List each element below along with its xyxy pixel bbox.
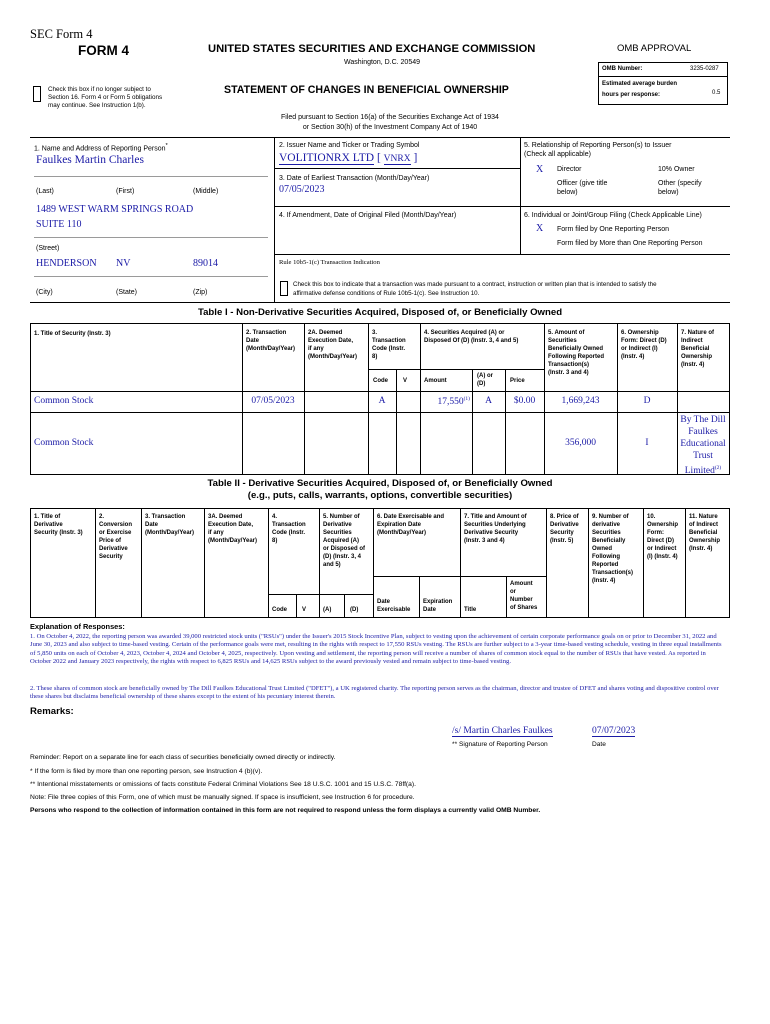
t1-col-code: 3. Transaction Code (Instr. 8) xyxy=(372,330,406,360)
first-label: (First) xyxy=(116,188,135,195)
street-address: 1489 WEST WARM SPRINGS ROAD SUITE 110 xyxy=(36,204,194,230)
explanation-note-1: 1. On October 4, 2022, the reporting person was awarded 39,000 restricted stock units ("RSUs") under the Issuer's 2015 Stock Incentive Plan, subject to vesting upon the achievement of certain corporate performance goals on or prior to December 31, 2022 and June 30, 2023 and also subject to time-based vesting. Certain of the performance goals were met, resulting in the rights with respect to 17,550 RSUs vesting. The RSUs are further subject to a 3-year time-based vesting schedule, vesting in three equal installments of 5,850 units on each of October 4, 2023, October 4, 2024 and October 4, 2025, respectively. Upon vesting and settlement, the reporting person will receive a number of shares of common stock equal to the number of RSUs that have vested. As reported in October 2022 and January 2023 respectively, the rights with respect to 6,825 RSUs and 14,625 RSUs subject to the award previously vested and remain subject to time-based vesting. xyxy=(30,633,722,666)
footer-line-4: Persons who respond to the collection of information contained in this form are not required to respond unless the form displays a currently valid OMB Number. xyxy=(30,807,541,814)
filing-label: 6. Individual or Joint/Group Filing (Check Applicable Line) xyxy=(524,212,702,219)
one-person-label: Form filed by One Reporting Person xyxy=(557,226,670,233)
table-row-1-amount: 17,550$^{(1)}$ xyxy=(437,396,470,408)
signature-date: 07/07/2023 xyxy=(592,726,636,736)
t1-col-acquired: 4. Securities Acquired (A) or Disposed Of (D) (Instr. 3, 4 and 5) xyxy=(424,330,519,344)
t1-sub-amount: Amount xyxy=(424,378,447,384)
table-row-2-owned: 356,000 xyxy=(565,438,596,448)
reporting-person-label: 1. Name and Address of Reporting Person* xyxy=(34,143,168,153)
explanation-heading: Explanation of Responses: xyxy=(30,622,125,631)
section16-checkbox[interactable] xyxy=(33,86,41,102)
issuer-name-line: VOLITIONRX LTD [ VNRX ] xyxy=(279,152,418,164)
last-label: (Last) xyxy=(36,188,54,195)
table-row-1-owned: 1,669,243 xyxy=(561,396,600,406)
table-row-1-form: D xyxy=(643,396,651,406)
filed-pursuant: Filed pursuant to Section 16(a) of the Securities Exchange Act of 1934 or Section 30(h) of the Investment Company Act of 1940 xyxy=(281,114,499,131)
zip-value: 89014 xyxy=(193,258,218,269)
t2-col-code: 4. Transaction Code (Instr. 8) xyxy=(272,514,306,544)
other-label: Other (specify below) xyxy=(658,180,702,196)
t2-sub-expiration: Expiration Date xyxy=(423,599,453,613)
table-row-2-form: I xyxy=(645,438,649,448)
rule-10b5-label: Rule 10b5-1(c) Transaction Indication xyxy=(279,259,380,266)
signature: /s/ Martin Charles Faulkes xyxy=(452,726,553,736)
amendment-label: 4. If Amendment, Date of Original Filed (Month/Day/Year) xyxy=(279,212,457,219)
one-person-mark[interactable]: X xyxy=(536,223,544,234)
city-label: (City) xyxy=(36,289,53,296)
t2-sub-title: Title xyxy=(464,607,477,613)
omb-title: OMB APPROVAL xyxy=(617,43,692,54)
t2-col-number: 5. Number of Derivative Securities Acquired (A) or Disposed of (D) (Instr. 3, 4 and 5) xyxy=(323,514,366,568)
section16-label: Check this box if no longer subject to Section 16. Form 4 or Form 5 obligations may continue. See Instruction 1(b). xyxy=(48,86,163,109)
omb-number-value: 3235-0287 xyxy=(690,66,719,72)
t2-col-deemed: 3A. Deemed Execution Date, if any (Month/Day/Year) xyxy=(208,514,258,544)
table-row-1-price: $0.00 xyxy=(513,396,536,406)
table-row-1-title: Common Stock xyxy=(34,396,94,406)
sec-form-label: SEC Form 4 xyxy=(30,27,93,41)
reporting-person-name: Faulkes Martin Charles xyxy=(36,154,144,166)
omb-burden-value: 0.5 xyxy=(712,90,721,96)
t2-sub-exercisable: Date Exercisable xyxy=(377,599,411,613)
footer-line-2: ** Intentional misstatements or omissions of facts constitute Federal Criminal Violations See 18 U.S.C. 1001 and 15 U.S.C. 78ff(a). xyxy=(30,781,416,788)
date-label: Date xyxy=(592,741,606,748)
commission-title: UNITED STATES SECURITIES AND EXCHANGE COMMISSION xyxy=(208,43,536,55)
remarks-heading: Remarks: xyxy=(30,706,74,717)
table-row-2-nature: By The Dill Faulkes Educational Trust Limited$^{(2)}$ xyxy=(680,415,726,477)
table-row-1-ad: A xyxy=(485,396,492,406)
omb-burden-label: Estimated average burden hours per response: xyxy=(602,81,678,98)
t2-col-date: 3. Transaction Date (Month/Day/Year) xyxy=(145,514,195,536)
relationship-label: 5. Relationship of Reporting Person(s) to Issuer (Check all applicable) xyxy=(524,142,672,158)
issuer-ticker: VNRX xyxy=(383,154,411,164)
t1-col-owned: 5. Amount of Securities Beneficially Owned Following Reported Transaction(s) (Instr. 3 and 4) xyxy=(548,330,604,376)
footer-reminder: Reminder: Report on a separate line for each class of securities beneficially owned directly or indirectly. xyxy=(30,754,336,761)
t2-sub-v: V xyxy=(302,607,307,613)
t2-col-nature: 11. Nature of Indirect Beneficial Ownership (Instr. 4) xyxy=(689,514,721,552)
t1-sub-price: Price xyxy=(510,378,525,384)
t2-col-title: 1. Title of Derivative Security (Instr. 3) xyxy=(34,514,83,536)
rule-10b5-checkbox[interactable] xyxy=(280,281,288,296)
street-label: (Street) xyxy=(36,245,60,252)
t1-col-deemed: 2A. Deemed Execution Date, if any (Month/Day/Year) xyxy=(308,330,358,360)
explanation-note-2: 2. These shares of common stock are beneficially owned by The Dill Faulkes Educational Trust Limited ("DFET"), a UK registered charity. The reporting person serves as the chairman, director and trustee of DFET and shares voting and dispositive control over these shares but disclaims beneficial ownership of these shares except to the extent of his pecuniary interest therein. xyxy=(30,685,719,701)
rule-10b5-text: Check this box to indicate that a transaction was made pursuant to a contract, instruction or written plan that is intended to satisfy the affirmative defense conditions of Rule 10b5-1(c). See Instruction 10. xyxy=(293,281,657,297)
zip-label: (Zip) xyxy=(193,289,208,296)
t1-sub-ad: (A) or (D) xyxy=(477,373,493,387)
t1-col-nature: 7. Nature of Indirect Beneficial Ownership (Instr. 4) xyxy=(681,330,715,368)
location: Washington, D.C. 20549 xyxy=(344,59,421,66)
director-mark[interactable]: X xyxy=(536,164,544,175)
t2-col-exercisable: 6. Date Exercisable and Expiration Date (Month/Day/Year) xyxy=(377,514,445,536)
director-label: Director xyxy=(557,166,582,173)
t2-sub-amount: Amount or Number of Shares xyxy=(510,581,538,611)
t2-sub-a: (A) xyxy=(323,607,332,613)
state-label: (State) xyxy=(116,289,138,296)
table1-title: Table I - Non-Derivative Securities Acquired, Disposed of, or Beneficially Owned xyxy=(197,307,563,318)
t1-sub-code: Code xyxy=(373,378,388,384)
form-title: FORM 4 xyxy=(78,43,130,58)
t2-col-price: 8. Price of Derivative Security (Instr. 5) xyxy=(550,514,579,544)
city-value: HENDERSON xyxy=(36,258,97,269)
earliest-date-value: 07/05/2023 xyxy=(279,184,325,195)
t2-col-form: 10. Ownership Form: Direct (D) or Indirect (I) (Instr. 4) xyxy=(647,514,679,560)
t1-col-date: 2. Transaction Date (Month/Day/Year) xyxy=(246,330,296,352)
table2-title: Table II - Derivative Securities Acquired, Disposed of, or Beneficially Owned (e.g., puts, calls, warrants, options, convertible securities) xyxy=(207,478,553,501)
issuer-label: 2. Issuer Name and Ticker or Trading Symbol xyxy=(279,142,420,149)
t2-sub-code: Code xyxy=(272,607,287,613)
earliest-date-label: 3. Date of Earliest Transaction (Month/Day/Year) xyxy=(279,175,430,182)
t2-sub-d: (D) xyxy=(350,607,359,613)
statement-title: STATEMENT OF CHANGES IN BENEFICIAL OWNERSHIP xyxy=(224,84,509,96)
officer-label: Officer (give title below) xyxy=(557,180,608,196)
t1-sub-v: V xyxy=(403,378,408,384)
middle-label: (Middle) xyxy=(193,188,219,195)
t2-col-underlying: 7. Title and Amount of Securities Underlying Derivative Security (Instr. 3 and 4) xyxy=(464,514,527,544)
footer-line-3: Note: File three copies of this Form, one of which must be manually signed. If space is insufficient, see Instruction 6 for procedure. xyxy=(30,794,415,801)
issuer-name: VOLITIONRX LTD xyxy=(279,152,375,164)
t1-col-title: 1. Title of Security (Instr. 3) xyxy=(34,331,111,337)
more-persons-label: Form filed by More than One Reporting Person xyxy=(557,240,703,247)
signature-label: ** Signature of Reporting Person xyxy=(452,741,548,748)
ten-percent-owner-label: 10% Owner xyxy=(658,166,695,173)
omb-number-label: OMB Number: xyxy=(602,66,643,72)
table-row-1-code: A xyxy=(378,396,386,406)
state-value: NV xyxy=(116,258,131,269)
t1-col-form: 6. Ownership Form: Direct (D) or Indirect (I) (Instr. 4) xyxy=(621,330,667,360)
table-row-2-title: Common Stock xyxy=(34,438,94,448)
footer-line-1: * If the form is filed by more than one reporting person, see Instruction 4 (b)(v). xyxy=(30,768,263,775)
t2-col-owned: 9. Number of derivative Securities Beneficially Owned Following Reported Transaction(s) (Instr. 4) xyxy=(592,514,634,584)
table-row-1-date: 07/05/2023 xyxy=(251,396,295,406)
t2-col-conversion: 2. Conversion or Exercise Price of Derivative Security xyxy=(99,514,133,560)
